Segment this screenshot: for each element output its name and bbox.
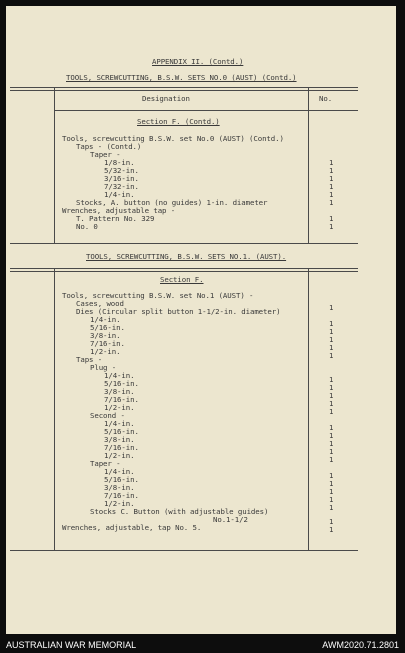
section1-line: Taps - (Contd.) (76, 142, 142, 151)
appendix-heading: APPENDIX II. (Contd.) (152, 57, 244, 66)
section1-number: 1 (329, 198, 334, 207)
section2-line: 5/16-in. (104, 475, 139, 484)
section2-number: 1 (329, 351, 334, 360)
section2-number: 1 (329, 439, 334, 448)
section2-number: 1 (329, 455, 334, 464)
section1-line: Wrenches, adjustable tap - (62, 206, 176, 215)
section1-number: 1 (329, 214, 334, 223)
second-title: TOOLS, SCREWCUTTING, B.S.W. SETS NO.1. (AUST). (86, 252, 287, 261)
footer-accession: AWM2020.71.2801 (322, 640, 399, 650)
section2-line: 1/4-in. (104, 419, 135, 428)
section1-line: Taper - (90, 150, 121, 159)
table2-top-rule-2 (10, 271, 358, 272)
section2-number: 1 (329, 503, 334, 512)
section2-number: 1 (329, 447, 334, 456)
section2-line: Plug - (90, 363, 117, 372)
table1-top-rule-2 (10, 90, 358, 91)
section1-line: 1/4-in. (104, 190, 135, 199)
section2-line: 1/2-in. (104, 451, 135, 460)
section2-number: 1 (329, 343, 334, 352)
section1-line: Stocks, A. button (no guides) 1-in. diameter (76, 198, 268, 207)
section2-number: 1 (329, 471, 334, 480)
section2-number: 1 (329, 375, 334, 384)
section1-number: 1 (329, 174, 334, 183)
section2-number: 1 (329, 423, 334, 432)
section2-line: Wrenches, adjustable, tap No. 5. (62, 523, 202, 532)
section2-heading: Section F. (160, 275, 204, 284)
document-page (6, 6, 396, 634)
section1-heading: Section F. (Contd.) (137, 117, 220, 126)
section2-line: 1/2-in. (104, 499, 135, 508)
section2-line: 5/16-in. (104, 427, 139, 436)
section2-number: 1 (329, 391, 334, 400)
section2-line: Dies (Circular split button 1-1/2-in. diameter) (76, 307, 281, 316)
section1-line: 5/32-in. (104, 166, 139, 175)
no-header: No. (319, 94, 333, 103)
section2-line: 1/2-in. (90, 347, 121, 356)
section2-number: 1 (329, 303, 334, 312)
section2-number: 1 (329, 487, 334, 496)
section1-number: 1 (329, 158, 334, 167)
designation-header: Designation (142, 94, 190, 103)
section1-line: Tools, screwcutting B.S.W. set No.0 (AUST) (Contd.) (62, 134, 284, 143)
section1-line: 7/32-in. (104, 182, 139, 191)
section2-line: 3/8-in. (104, 435, 135, 444)
section2-line: 5/16-in. (104, 379, 139, 388)
section1-number: 1 (329, 222, 334, 231)
section2-line: 3/8-in. (104, 387, 135, 396)
section1-number: 1 (329, 190, 334, 199)
table1-header-rule (54, 110, 358, 111)
section2-line: 7/16-in. (104, 443, 139, 452)
section2-line: 1/4-in. (104, 467, 135, 476)
section2-line: 5/16-in. (90, 323, 125, 332)
section2-line: Tools, screwcutting B.S.W. set No.1 (AUST) - (62, 291, 254, 300)
section2-line: 7/16-in. (104, 491, 139, 500)
table2-left-rule (54, 268, 55, 551)
section2-line: 1/4-in. (90, 315, 121, 324)
section2-line: No.1-1/2 (213, 515, 248, 524)
section2-line: Cases, wood (76, 299, 124, 308)
table1-bottom-rule (10, 243, 358, 244)
section2-number: 1 (329, 407, 334, 416)
section1-number: 1 (329, 182, 334, 191)
section2-line: Second - (90, 411, 125, 420)
section2-line: 1/4-in. (104, 371, 135, 380)
section2-line: 1/2-in. (104, 403, 135, 412)
section1-number: 1 (329, 166, 334, 175)
section2-number: 1 (329, 383, 334, 392)
section1-line: 3/16-in. (104, 174, 139, 183)
section2-number: 1 (329, 495, 334, 504)
section2-number: 1 (329, 335, 334, 344)
table2-top-rule (10, 268, 358, 269)
section2-line: Taper - (90, 459, 121, 468)
section1-line: T. Pattern No. 329 (76, 214, 155, 223)
section2-number: 1 (329, 525, 334, 534)
section2-line: Taps - (76, 355, 103, 364)
section1-line: 1/8-in. (104, 158, 135, 167)
table1-top-rule (10, 87, 358, 88)
section2-number: 1 (329, 431, 334, 440)
section2-line: 7/16-in. (90, 339, 125, 348)
section2-number: 1 (329, 319, 334, 328)
section2-number: 1 (329, 479, 334, 488)
section2-number: 1 (329, 399, 334, 408)
footer-source: AUSTRALIAN WAR MEMORIAL (6, 640, 137, 650)
section2-line: 3/8-in. (104, 483, 135, 492)
section2-number: 1 (329, 517, 334, 526)
table2-divider (308, 268, 309, 551)
document-title: TOOLS, SCREWCUTTING, B.S.W. SETS NO.0 (AUST) (Contd.) (66, 73, 297, 82)
section2-line: 7/16-in. (104, 395, 139, 404)
section1-line: No. 0 (76, 222, 98, 231)
section2-number: 1 (329, 327, 334, 336)
section2-line: Stocks C. Button (with adjustable guides) (90, 507, 269, 516)
section2-line: 3/8-in. (90, 331, 121, 340)
table2-bottom-rule (10, 550, 358, 551)
